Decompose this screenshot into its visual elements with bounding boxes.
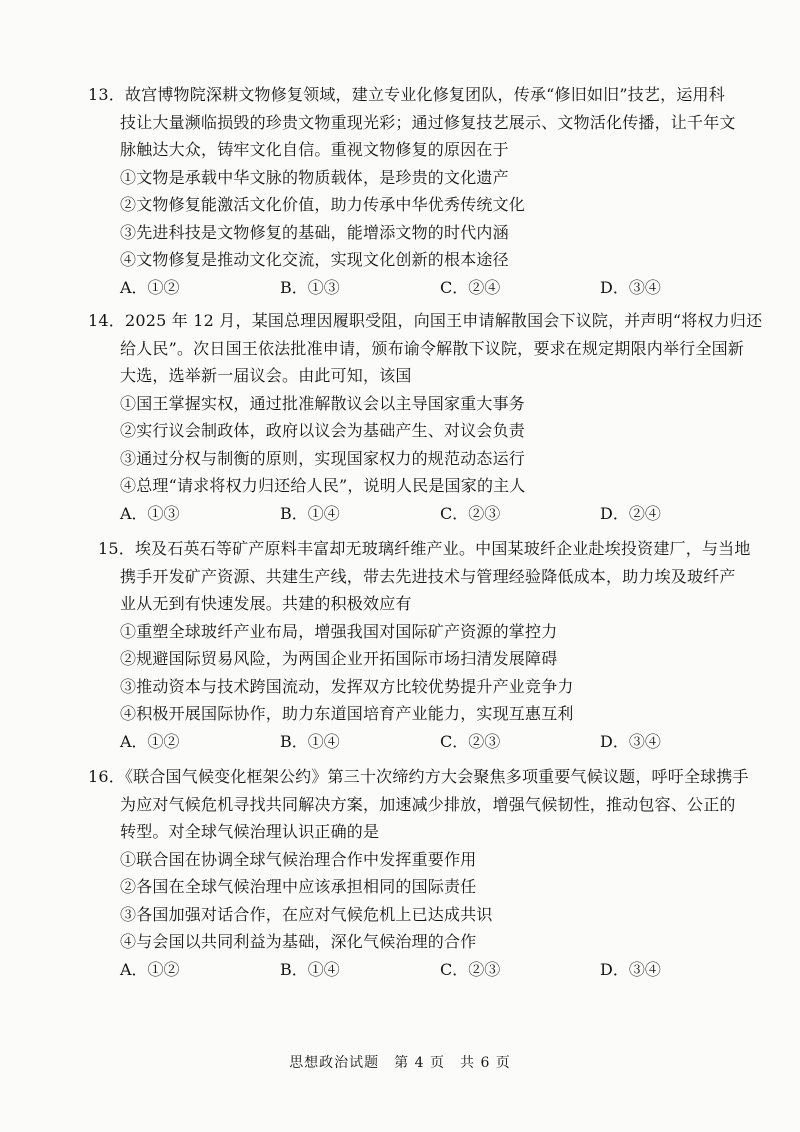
answer-option: B．①④ — [280, 731, 340, 751]
statement-item: ④积极开展国际协作，助力东道国培育产业能力，实现互惠互利 — [120, 704, 574, 723]
statement-item: ②实行议会制政体，政府以议会为基础产生、对议会负责 — [120, 421, 526, 440]
answer-option: B．①④ — [280, 503, 340, 523]
statement-item: ②文物修复能激活文化价值，助力传承中华优秀传统文化 — [120, 195, 526, 214]
answer-option: B．①③ — [280, 277, 340, 297]
statement-item: ②规避国际贸易风险，为两国企业开拓国际市场扫清发展障碍 — [120, 649, 558, 668]
question-stem-line: 技让大量濒临损毁的珍贵文物重现光彩；通过修复技艺展示、文物活化传播，让千年文 — [120, 112, 736, 132]
answer-option: A．①② — [120, 277, 180, 297]
answer-option: C．②③ — [440, 503, 501, 523]
statement-item: ②各国在全球气候治理中应该承担相同的国际责任 — [120, 877, 477, 896]
question-stem-line: 为应对气候危机寻找共同解决方案，加速减少排放，增强气候韧性，推动包容、公正的 — [120, 794, 736, 814]
question-stem-line: 脉触达大众，铸牢文化自信。重视文物修复的原因在于 — [120, 140, 509, 159]
statement-item: ④与会国以共同利益为基础，深化气候治理的合作 — [120, 932, 477, 951]
question-stem-line: 给人民”。次日国王依法批准申请，颁布谕令解散下议院，要求在规定期限内举行全国新 — [120, 338, 744, 358]
answer-option: C．②④ — [440, 277, 501, 297]
statement-item: ①文物是承载中华文脉的物质载体，是珍贵的文化遗产 — [120, 167, 509, 187]
statement-item: ④总理“请求将权力归还给人民”，说明人民是国家的主人 — [120, 476, 526, 495]
statement-item: ①联合国在协调全球气候治理合作中发挥重要作用 — [120, 849, 477, 869]
answer-option: C．②③ — [440, 959, 501, 979]
answer-option: B．①④ — [280, 959, 340, 979]
answer-option: A．①② — [120, 731, 180, 751]
answer-option: A．①② — [120, 959, 180, 979]
answer-option: D．②④ — [600, 503, 661, 523]
answer-option: A．①③ — [120, 503, 180, 523]
statement-item: ①国王掌握实权，通过批准解散议会以主导国家重大事务 — [120, 393, 526, 413]
question-stem-line: 携手开发矿产资源、共建生产线，带去先进技术与管理经验降低成本，助力埃及玻纤产 — [120, 566, 736, 586]
page-footer: 思想政治试题 第 4 页 共 6 页 — [289, 1055, 511, 1071]
statement-item: ③通过分权与制衡的原则，实现国家权力的规范动态运行 — [120, 448, 526, 468]
answer-option: C．②③ — [440, 731, 501, 751]
question-stem-line: 大选，选举新一届议会。由此可知，该国 — [120, 366, 412, 385]
statement-item: ④文物修复是推动文化交流，实现文化创新的根本途径 — [120, 250, 509, 269]
answer-option: D．③④ — [600, 277, 661, 297]
question-stem-line: 14．2025 年 12 月，某国总理因履职受阻，向国王申请解散国会下议院，并声明“将权力归还 — [88, 311, 763, 330]
answer-option: D．③④ — [600, 959, 661, 979]
question-stem-line: 15．埃及石英石等矿产原料丰富却无玻璃纤维产业。中国某玻纤企业赴埃投资建厂，与当地 — [98, 539, 751, 558]
statement-item: ①重塑全球玻纤产业布局，增强我国对国际矿产资源的掌控力 — [120, 621, 558, 641]
question-stem-line: 转型。对全球气候治理认识正确的是 — [120, 822, 380, 841]
answer-option: D．③④ — [600, 731, 661, 751]
statement-item: ③各国加强对话合作，在应对气候危机上已达成共识 — [120, 904, 493, 924]
question-stem-line: 业从无到有快速发展。共建的积极效应有 — [120, 594, 412, 613]
statement-item: ③推动资本与技术跨国流动，发挥双方比较优势提升产业竞争力 — [120, 676, 574, 696]
question-stem-line: 16．《联合国气候变化框架公约》第三十次缔约方大会聚焦多项重要气候议题，呼吁全球携手 — [88, 767, 749, 786]
question-stem-line: 13．故宫博物院深耕文物修复领域，建立专业化修复团队，传承“修旧如旧”技艺，运用科 — [88, 85, 725, 104]
statement-item: ③先进科技是文物修复的基础，能增添文物的时代内涵 — [120, 222, 509, 242]
